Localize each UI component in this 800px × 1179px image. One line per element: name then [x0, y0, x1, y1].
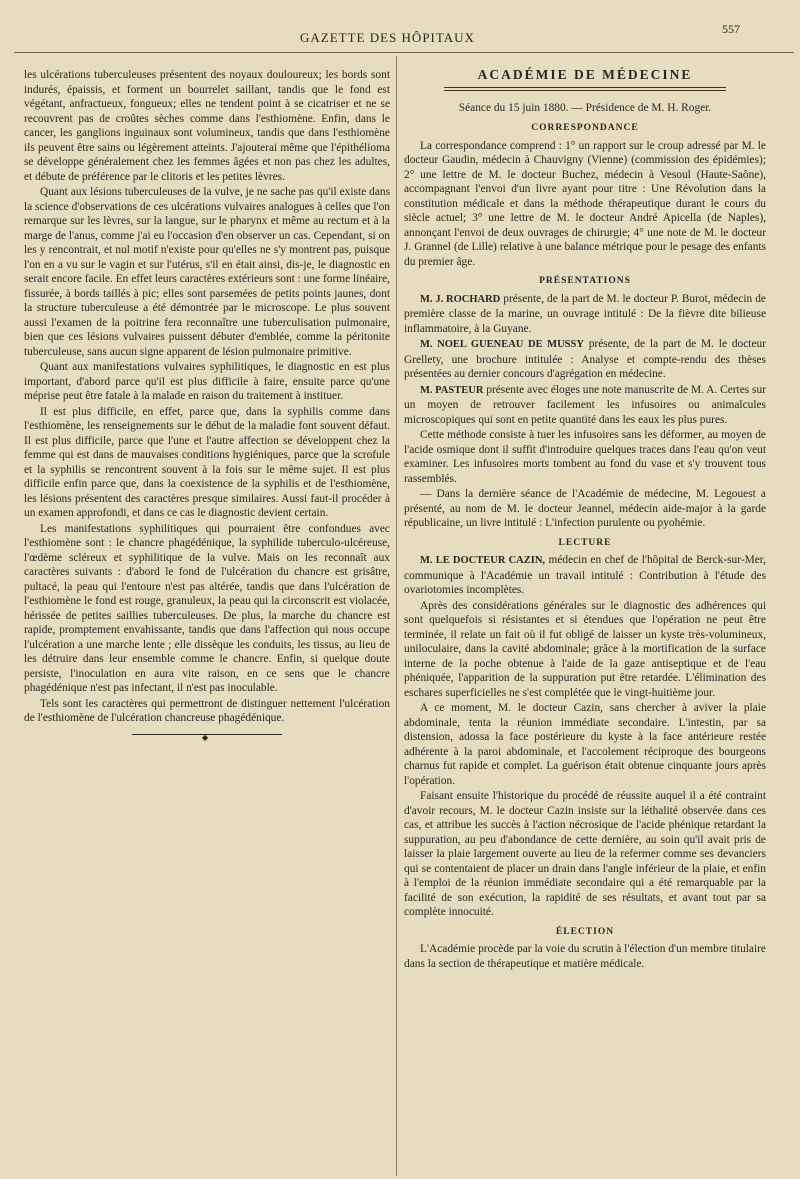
paragraph: les ulcérations tuberculeuses présentent des noyaux douloureux; les bords sont indurés, épaissis, et forment un bourrelet saillant, tandis que le fond est végétant, anfractueux, fongueux; elles ne tendent point à se cicatriser et ne se recouvrent pas de croûtes sèches comme dans l'esthiomène. Enfin, dans le cancer, les ganglions inguinaux sont volumineux, tandis que dans l'esthiomène ils peuvent être sains ou légèrement atteints. J'ajouterai même que l'épithélioma se développe généralement chez les femmes âgées et non pas chez les adultes, et débute de préférence par le clitoris et les petites lèvres.	[24, 69, 390, 183]
presentation-text: présente, de la part de M. le docteur Grellety, une brochure intitulée : Analyse et compte-rendu des thèses présentées au dernier concours d'agrégation en médecine.	[404, 338, 766, 380]
presentation-item	[404, 292, 766, 337]
academy-title: ACADÉMIE DE MÉDECINE	[477, 67, 693, 82]
paragraph: La correspondance comprend : 1° un rapport sur le croup adressé par M. le docteur Gaudin, médecin à Chauvigny (Vienne) (commission des épidémies); 2° une lettre de M. le docteur Buchez, médecin à Vesoul (Haute-Saône), accompagnant l'envoi d'un livre ayant pour titre : Une Révolution dans la constitution médicale et dans la méthode thérapeutique durant le cours du siècle actuel; 3° une lettre de M. le docteur André Apicella (de Naples), annonçant l'envoi de deux ouvrages de chirurgie; 4° une note de M. le docteur J. Grannel (de Lille) relative à une balance métrique pour le pesage des enfants du premier âge.	[404, 139, 766, 268]
paragraph: Cette méthode consiste à tuer les infusoires sans les déformer, au moyen de l'acide osmique dont il suffit d'introduire quelques traces dans l'eau qu'on veut examiner. Les infusoires morts tombent au fond du vase et s'y trouvent tous rassemblés.	[404, 429, 766, 485]
paragraph: — Dans la dernière séance de l'Académie de médecine, M. Legouest a présenté, au nom de M. le docteur Jeannel, médecin aide-major à la garde républicaine, un livre intitulé : L'infection purulente ou pyohémie.	[404, 488, 766, 529]
page-header	[0, 22, 800, 52]
end-ornament-rule	[132, 732, 282, 742]
section-title-lecture: LECTURE	[558, 537, 612, 548]
paragraph: Faisant ensuite l'historique du procédé de réussite auquel il a été contraint d'avoir recours, M. le docteur Cazin insiste sur la léthalité observée dans ces cas, et attribue les succès à l'action nécrosique de l'acide phénique retardant la suppuration, au peu d'abondance de cette dernière, au soin qu'il avait pris de laisser la plaie largement ouverte au lieu de la refermer comme ses devanciers qui se contentaient de placer un drain dans l'angle inférieur de la plaie, et enfin à l'emploi de la réunion immédiate secondaire qui a été remarquable par la facilité de son exécution, la rapidité de ses résultats, et avant tout par sa complète innocuité.	[404, 790, 766, 918]
title-double-rule	[444, 87, 726, 91]
session-line: Séance du 15 juin 1880. — Présidence de M. H. Roger.	[458, 101, 712, 114]
ornament-diamond-icon: ◆	[202, 732, 209, 742]
paragraph: Les manifestations syphilitiques qui pourraient être confondues avec l'esthiomène sont : le chancre phagédénique, la syphilide tuberculo-ulcéreuse, l'œdème scléreux et syphilitique de la vulve. Mais on les reconnaît aux caractères suivants : d'abord le fond de l'ulcération du chancre est grisâtre, pultacé, la peau qui l'entoure n'est pas altérée, tandis que dans l'ulcération de l'esthiomène le fond est rouge, granuleux, la peau qui la circonscrit est violacée, hérissée de petites saillies tuberculeuses. De plus, la marche du chancre est rapide, promptement envahissante, tandis que dans l'affection qui nous occupe l'ulcération a une marche lente ; elle dissèque les conduits, les tissus, au lieu de les détruire dans leur ensemble comme le chancre. Enfin, si quelque doute persiste, l'inoculation en aura vite raison, en ce sens que le chancre phagédénique n'est pas infectant, il n'est pas inoculable.	[24, 522, 390, 694]
speaker-name: M. NOEL GUENEAU DE MUSSY	[420, 339, 584, 350]
paragraph: Tels sont les caractères qui permettront de distinguer nettement l'ulcération de l'esthiomène de l'ulcération chancreuse phagédénique.	[24, 697, 390, 724]
paragraph: L'Académie procède par la voie du scrutin à l'élection d'un membre titulaire dans la section de thérapeutique et matière médicale.	[404, 943, 766, 970]
running-title: GAZETTE DES HÔPITAUX	[300, 30, 475, 45]
section-title-presentations: PRÉSENTATIONS	[539, 276, 631, 286]
paragraph: Après des considérations générales sur le diagnostic des adhérences qui sont quelquefois si résistantes et si étendues que l'opération ne peut être terminée, il relate un fait où il fut obligé de laisser un kyste très-volumineux, uniloculaire, dans la cavité abdominale; grâce à la mortification de la surface interne de la poche obtenue à l'aide de la gaze antiseptique et de l'eau phéniquée, l'apparition de la suppuration put être retardée. L'élimination des eschares superficielles ne s'est complétée que le vingt-huitième jour.	[404, 599, 766, 699]
left-column	[24, 68, 390, 742]
speaker-name: M. J. ROCHARD	[420, 293, 501, 305]
speaker-name: M. PASTEUR	[420, 384, 484, 396]
right-column	[404, 68, 766, 972]
presentation-text: présente, de la part de M. le docteur P. Burot, médecin de première classe de la marine, un ouvrage intitulé : De la fièvre dite bilieuse inflammatoire, à la Guyane.	[404, 292, 766, 335]
section-title-correspondance: CORRESPONDANCE	[531, 123, 639, 133]
lecture-lead-text: médecin en chef de l'hôpital de Berck-sur-Mer, communique à l'Académie un travail intitulé : Contribution à l'étude des ovariotomies incomplètes.	[404, 554, 766, 596]
presentation-text: présente avec éloges une note manuscrite de M. A. Certes sur un moyen de retrouver facilement les infusoires ou animalcules microscopiques qui sont en petite quantité dans les eaux les plus pures.	[404, 383, 766, 426]
column-divider	[396, 56, 397, 1176]
speaker-name: M. LE DOCTEUR CAZIN,	[420, 555, 546, 566]
lecture-lead	[404, 553, 766, 598]
header-rule	[14, 52, 794, 53]
paragraph: Il est plus difficile, en effet, parce que, dans la syphilis comme dans l'esthiomène, les renseignements sur le début de la maladie font souvent défaut. Il est plus difficile, parce que l'une et l'autre affection se développent chez la femme qui est dans de mauvaises conditions hygiéniques, parce que la scrofule et la syphilis se rencontrent souvent à la fois sur le même sujet. Il est plus difficile enfin parce que, dans la coexistence de la syphilis et de l'esthiomène, les lésions présentent des caractères presque similaires. Aussi faut-il procéder à un examen approfondi, et dans ce cas le diagnostic devient certain.	[24, 405, 390, 519]
section-title-election: ÉLECTION	[555, 926, 615, 937]
paragraph: A ce moment, M. le docteur Cazin, sans chercher à aviver la plaie abdominale, tenta la réunion immédiate secondaire. L'intestin, par sa distension, adossa la face postérieure du kyste à la face antérieure restée adhérente à la paroi abdominale, et l'accolement réciproque des bourgeons charnus fut rapide et complet. La guérison était obtenue cinquante jours après l'opération.	[404, 702, 766, 787]
page-number: 557	[722, 22, 740, 36]
paragraph: Quant aux lésions tuberculeuses de la vulve, je ne sache pas qu'il existe dans la science d'observations de ces ulcérations vulvaires analogues à celles que l'on remarque sur les lèvres, sur la langue, sur le pharynx et même au rectum et à la marge de l'anus, comme j'ai eu l'occasion d'en observer un cas. Cependant, si on les y rencontrait, et nul motif n'existe pour qu'elles ne s'y montrent pas, puisque l'on en a vu sur le vagin et sur l'utérus, s'il en était ainsi, dis-je, le diagnostic en serait encore facile. En effet leurs caractères extérieurs sont : une forme linéaire, fissurée, à bords taillés à pic; elles sont parsemées de petits points jaunes, dont la structure tuberculeuse a été démontrée par le microscope. Le plus souvent aussi l'examen de la poitrine fera reconnaître une tuberculisation pulmonaire, bien que ces lésions vulvaires puissent débuter d'emblée, comme la péritonite tuberculeuse, sans aucun signe apparent de lésion pulmonaire primitive.	[24, 186, 390, 358]
paragraph: Quant aux manifestations vulvaires syphilitiques, le diagnostic en est plus important, d'abord parce qu'il est plus difficile à faire, ensuite parce qu'une méprise peut être fatale à la malade en raison du traitement à instituer.	[24, 361, 390, 402]
presentation-item	[404, 383, 766, 428]
presentation-item	[404, 337, 766, 382]
